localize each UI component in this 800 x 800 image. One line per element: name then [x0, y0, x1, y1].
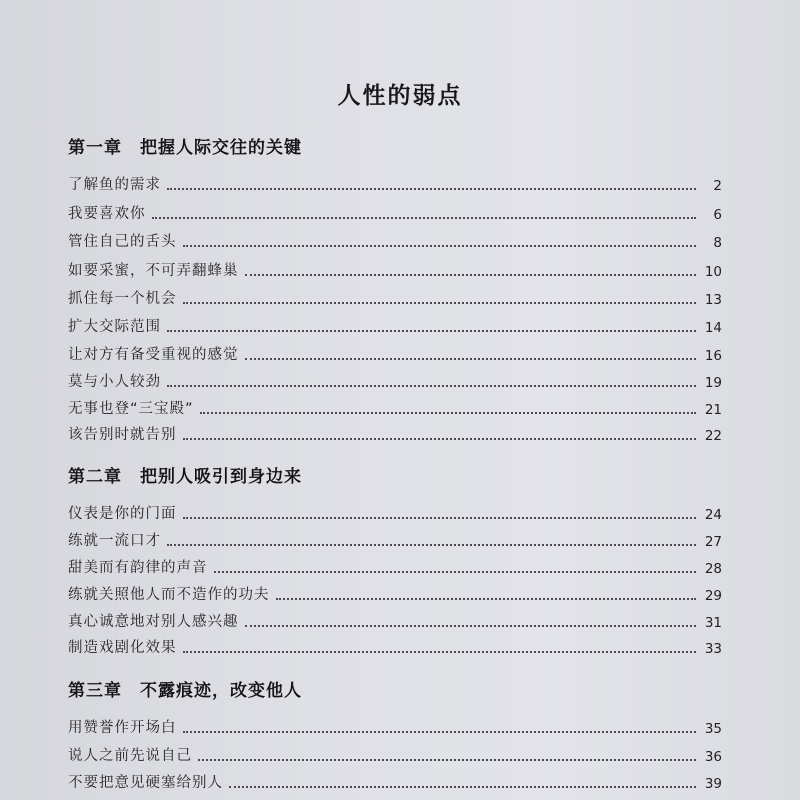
- toc-entry-page: 10: [704, 264, 722, 280]
- toc-entry-page: 22: [704, 428, 722, 444]
- toc-entry-label: 管住自己的舌头: [68, 234, 177, 250]
- chapter-name: 不露痕迹，改变他人: [140, 681, 302, 701]
- toc-entry-label: 如要采蜜，不可弄翻蜂巢: [68, 263, 239, 279]
- toc-entry-page: 6: [713, 207, 722, 223]
- toc-entry[interactable]: [68, 367, 722, 391]
- toc-entry-label: 该告别时就告别: [68, 427, 177, 443]
- toc-entry-page: 36: [704, 749, 722, 765]
- chapter-number: 第二章: [68, 467, 122, 487]
- dot-leader: [214, 571, 697, 573]
- dot-leader: [183, 517, 697, 519]
- toc-entry[interactable]: [68, 499, 722, 523]
- toc-entry[interactable]: [68, 553, 722, 577]
- toc-entry[interactable]: [68, 420, 722, 444]
- dot-leader: [152, 217, 697, 219]
- toc-entry[interactable]: [68, 526, 722, 550]
- dot-leader: [183, 245, 697, 247]
- toc-entry-label: 用赞誉作开场白: [68, 720, 177, 736]
- toc-entry-page: 28: [704, 561, 722, 577]
- dot-leader: [167, 188, 696, 190]
- toc-entry-page: 14: [704, 320, 722, 336]
- dot-leader: [198, 759, 696, 761]
- dot-leader: [183, 731, 697, 733]
- toc-entry-label: 不要把意见硬塞给别人: [68, 775, 223, 791]
- toc-entry[interactable]: [68, 394, 722, 418]
- toc-entry[interactable]: [68, 713, 722, 737]
- chapter-heading-2: [68, 462, 302, 487]
- toc-entry-label: 练就关照他人而不造作的功夫: [68, 587, 270, 603]
- toc-entry-label: 练就一流口才: [68, 533, 161, 549]
- toc-entry-page: 35: [704, 721, 722, 737]
- toc-entry-page: 19: [704, 375, 722, 391]
- dot-leader: [167, 385, 696, 387]
- chapter-heading-3: [68, 676, 302, 701]
- chapter-name: 把别人吸引到身边来: [140, 467, 302, 487]
- toc-entry[interactable]: [68, 580, 722, 604]
- dot-leader: [183, 651, 697, 653]
- dot-leader: [245, 274, 697, 276]
- toc-entry[interactable]: [68, 170, 722, 194]
- toc-entry-page: 16: [704, 348, 722, 364]
- toc-entry-label: 无事也登“三宝殿”: [68, 401, 194, 417]
- toc-entry-label: 真心诚意地对别人感兴趣: [68, 614, 239, 630]
- dot-leader: [183, 438, 697, 440]
- toc-entry-label: 说人之前先说自己: [68, 748, 192, 764]
- toc-entry-page: 39: [704, 776, 722, 792]
- toc-entry[interactable]: [68, 256, 722, 280]
- toc-entry-label: 了解鱼的需求: [68, 177, 161, 193]
- toc-entry-label: 制造戏剧化效果: [68, 640, 177, 656]
- chapter-number: 第三章: [68, 681, 122, 701]
- toc-entry-page: 2: [713, 178, 722, 194]
- toc-entry-label: 仪表是你的门面: [68, 506, 177, 522]
- toc-entry[interactable]: [68, 199, 722, 223]
- toc-entry-label: 抓住每一个机会: [68, 291, 177, 307]
- chapter-heading-1: [68, 133, 302, 158]
- toc-entry-page: 33: [704, 641, 722, 657]
- toc-entry[interactable]: [68, 340, 722, 364]
- dot-leader: [245, 625, 697, 627]
- toc-entry[interactable]: [68, 633, 722, 657]
- toc-entry-label: 让对方有备受重视的感觉: [68, 347, 239, 363]
- toc-entry-page: 29: [704, 588, 722, 604]
- dot-leader: [200, 412, 696, 414]
- toc-entry[interactable]: [68, 741, 722, 765]
- toc-entry-page: 21: [704, 402, 722, 418]
- chapter-name: 把握人际交往的关键: [140, 138, 302, 158]
- toc-entry-label: 扩大交际范围: [68, 319, 161, 335]
- toc-entry-label: 甜美而有韵律的声音: [68, 560, 208, 576]
- dot-leader: [167, 330, 696, 332]
- toc-entry-page: 27: [704, 534, 722, 550]
- toc-entry[interactable]: [68, 607, 722, 631]
- toc-entry[interactable]: [68, 312, 722, 336]
- chapter-number: 第一章: [68, 138, 122, 158]
- toc-entry[interactable]: [68, 284, 722, 308]
- toc-entry[interactable]: [68, 227, 722, 251]
- dot-leader: [245, 358, 697, 360]
- dot-leader: [276, 598, 697, 600]
- toc-entry-label: 我要喜欢你: [68, 206, 146, 222]
- toc-entry-label: 莫与小人较劲: [68, 374, 161, 390]
- toc-entry-page: 24: [704, 507, 722, 523]
- toc-entry[interactable]: [68, 768, 722, 792]
- toc-entry-page: 31: [704, 615, 722, 631]
- page-title: 人性的弱点: [337, 83, 463, 110]
- dot-leader: [183, 302, 697, 304]
- toc-entry-page: 8: [713, 235, 722, 251]
- toc-entry-page: 13: [704, 292, 722, 308]
- dot-leader: [229, 786, 696, 788]
- dot-leader: [167, 544, 696, 546]
